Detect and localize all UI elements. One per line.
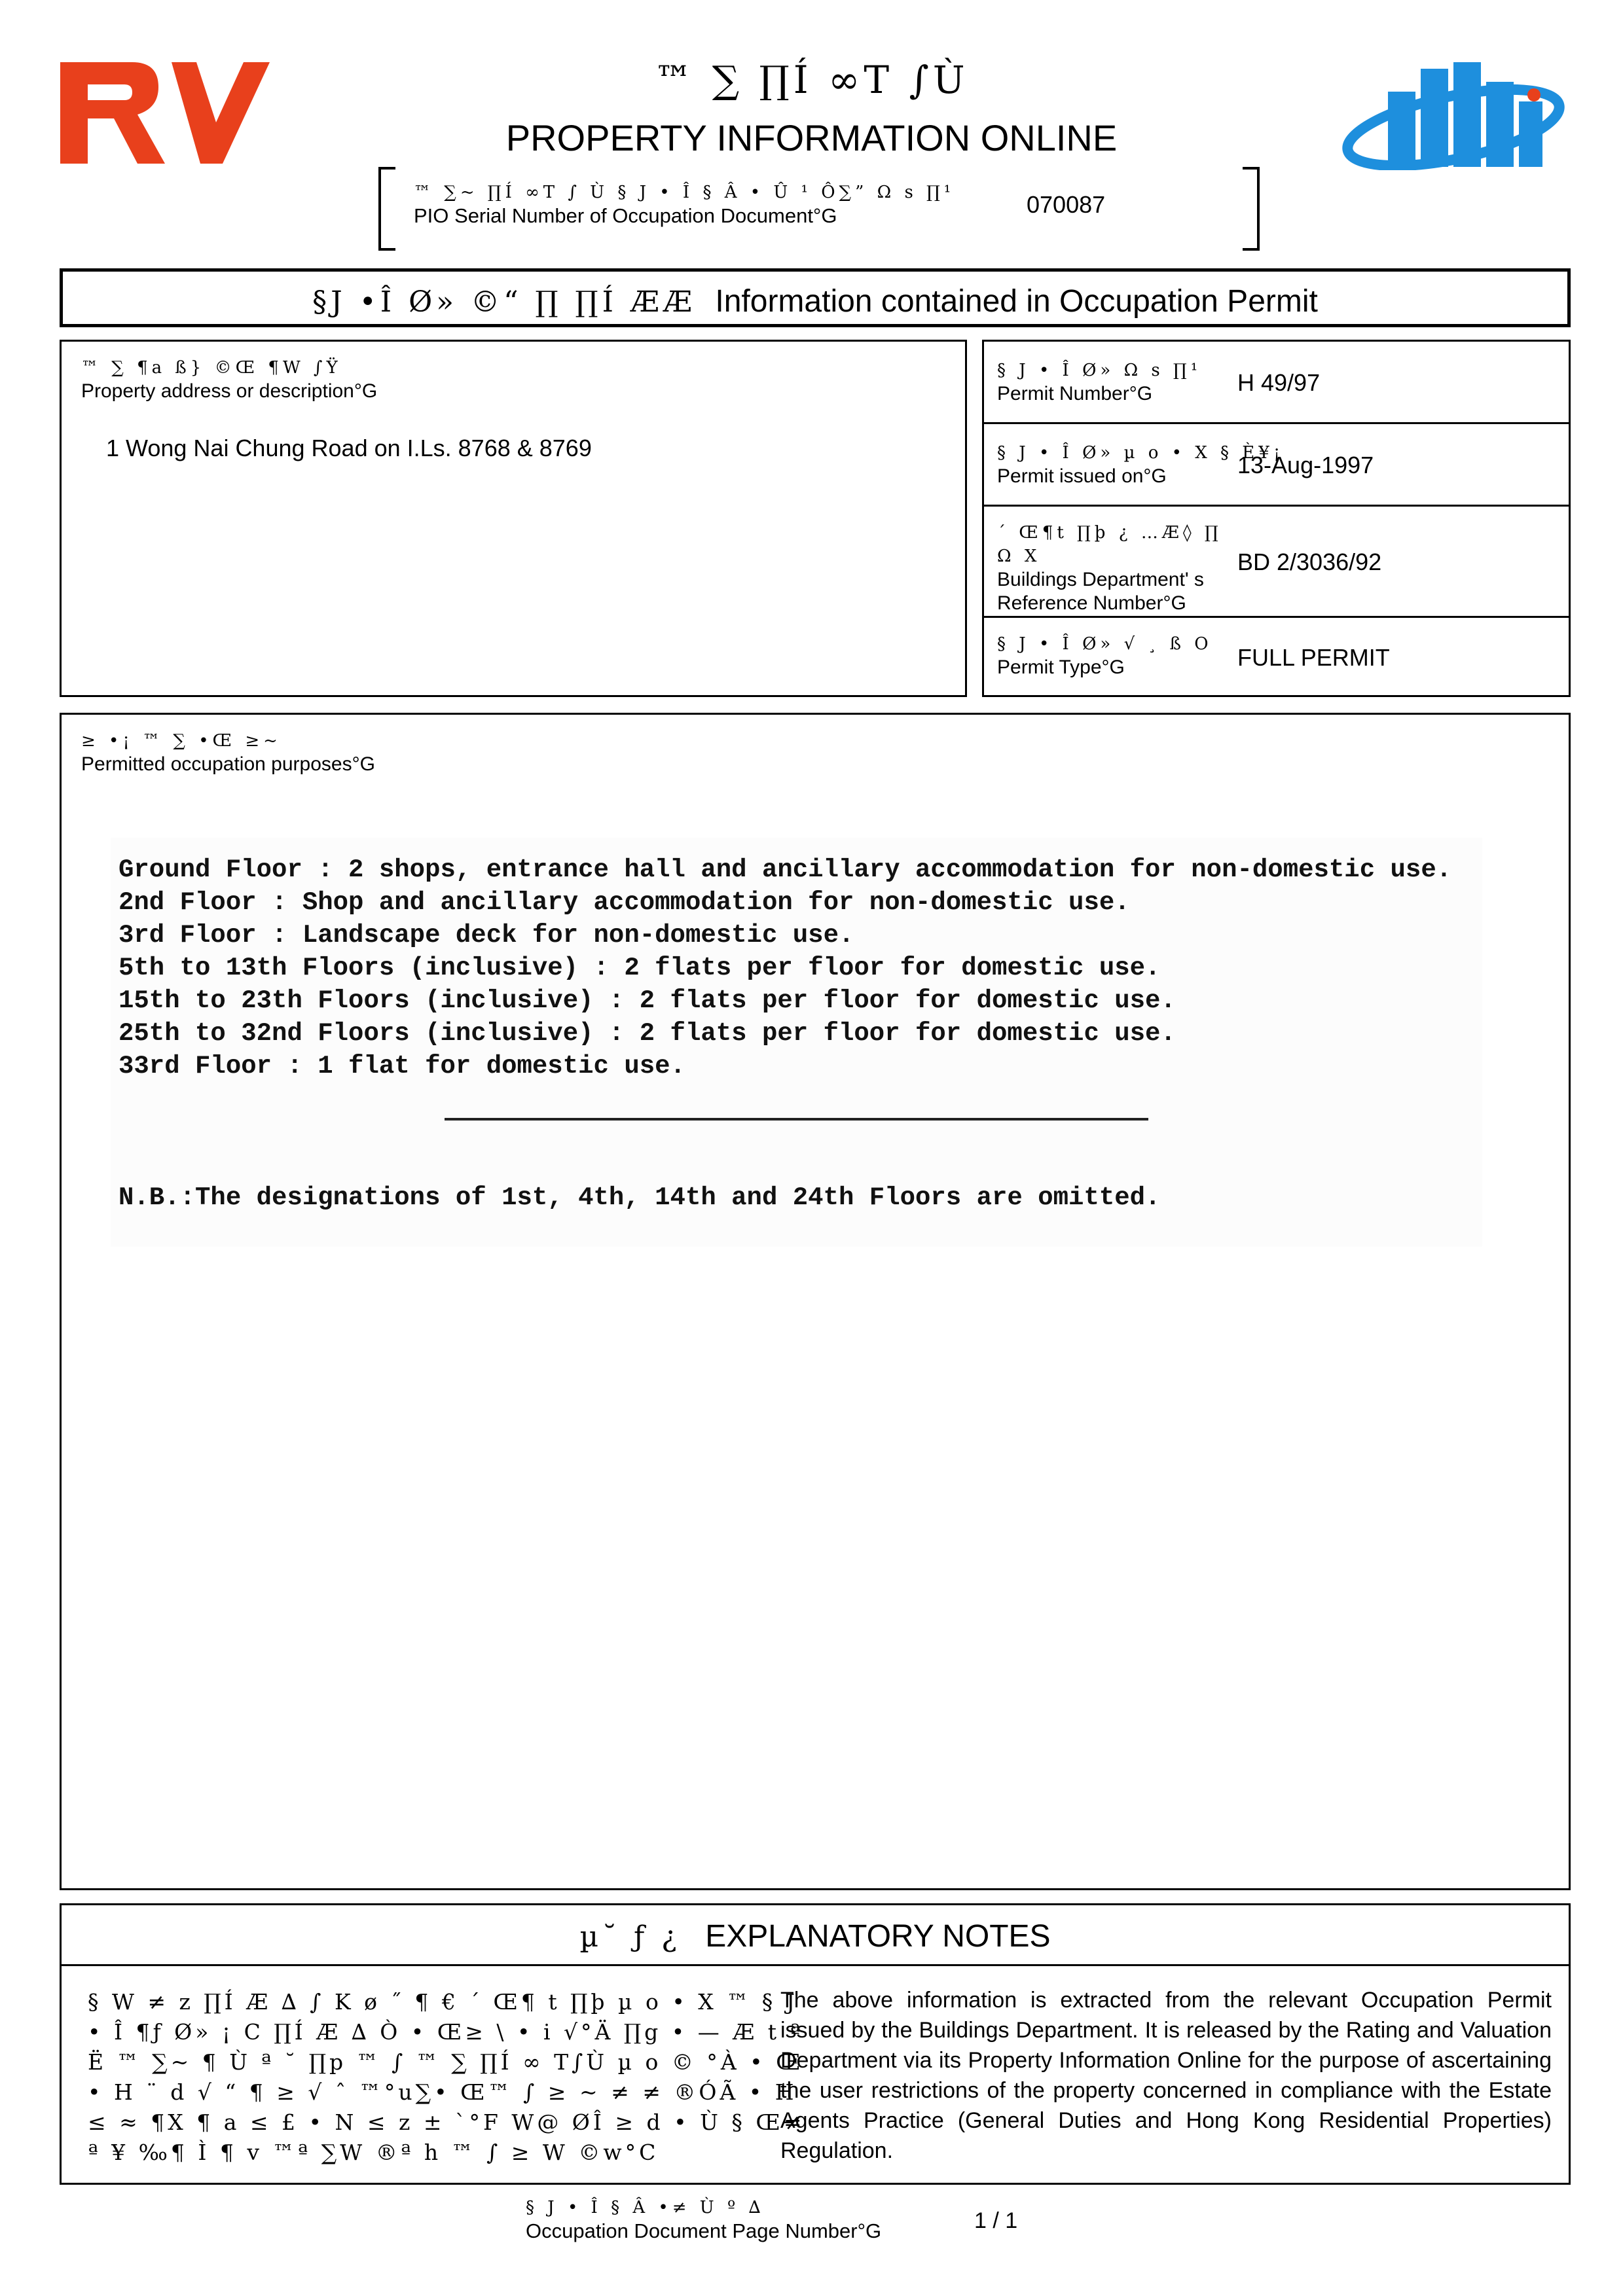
notes-title-row <box>62 1905 1569 1966</box>
notes-english-text: The above information is extracted from the relevant Occupation Permit issued by the Buildings Department. It is released by the Rating and Valuation Department via its Property Information Online for the purpose of ascertaining the user restrictions of the property concerned in compliance with the Estate Agents Practice (General Duties and Hong Kong Residential Properties) Regulation. <box>780 1988 1552 2163</box>
page-title: PROPERTY INFORMATION ONLINE <box>505 117 1118 158</box>
bd-reference-label <box>997 521 1233 615</box>
notes-garbled-text: § W ≠ z ∏Í Æ ∆ ∫ K ø ˝ ¶ € ´ Œ¶ t ∏þ µ o • X ™ § J • Î ¶ƒ Ø» ¡ C ∏Í Æ ∆ Ò • Œ≥ \ • i √°Ä ∏g • — Æ t ª Ë ™ ∑~ ¶ Ù ª ˘ ∏p ™ ∫ ™ ∑ ∏Í ∞ T∫Ù µ o © °À • Œ• H ¨ d √ “ ¶ ≥ √ ˆ ™°u∑• Œ™ ∫ ≥ ~ ≠ ≠ ®ÓÃ • H ≤ ≈ ¶X ¶ a ≤ £ • N ≤ z ± `°F W@ ØÎ ≥ d • Ù § Œ≠ ª ¥ ‰¶ Ì ¶ v ™ª ∑W ®ª h ™ ∫ ≥ W ©w°C <box>88 1989 805 2165</box>
occupation-line: 25th to 32nd Floors (inclusive) : 2 flats per floor for domestic use. <box>119 1019 1176 1048</box>
permit-issued-value: 13-Aug-1997 <box>1237 452 1374 478</box>
serial-bracket-right <box>1243 167 1260 251</box>
notes-title-garbled: µ˘ ƒ ¿ <box>579 1920 681 1954</box>
notes-title-text: EXPLANATORY NOTES <box>705 1919 1051 1954</box>
occupation-label <box>81 729 375 776</box>
occupation-line: 15th to 23th Floors (inclusive) : 2 flats per floor for domestic use. <box>119 986 1176 1015</box>
permit-row <box>984 618 1569 695</box>
separator-rule <box>445 1118 1148 1121</box>
permit-type-value: FULL PERMIT <box>1237 644 1390 671</box>
notes-title <box>62 1918 1569 1954</box>
permit-type-label <box>997 632 1213 679</box>
section-title-text: Information contained in Occupation Permit <box>715 284 1318 319</box>
permit-number-label <box>997 359 1201 406</box>
footer-page-label <box>526 2196 881 2243</box>
serial-label-text: PIO Serial Number of Occupation Document°G <box>414 204 837 227</box>
occupation-scan <box>111 838 1482 1247</box>
bd-reference-label-text: Buildings Department' s Reference Number°G <box>997 569 1204 614</box>
occupation-label-text: Permitted occupation purposes°G <box>81 753 375 775</box>
permit-type-label-garbled: § J • Î Ø» √ ¸ ß O <box>997 634 1213 654</box>
section-title <box>63 283 1567 319</box>
permit-type-label-text: Permit Type°G <box>997 656 1125 678</box>
property-label-text: Property address or description°G <box>81 380 378 402</box>
permit-row <box>984 507 1569 618</box>
page-number: 1 / 1 <box>974 2208 1018 2233</box>
serial-bracket-left <box>378 167 395 251</box>
section-title-garbled: §J •Î Ø» ©“ ∏ ∏Í ÆÆ <box>312 285 697 319</box>
serial-label-garbled: ™ ∑~ ∏Í ∞T ∫ Ù § J • Î § Â • Û ¹ Ô∑” Ω s ∏¹ <box>414 183 955 202</box>
serial-number: 070087 <box>1027 191 1106 218</box>
permit-number-value: H 49/97 <box>1237 369 1321 396</box>
permit-row <box>984 424 1569 507</box>
property-box <box>60 340 967 697</box>
footer-page-label-garbled: § J • Î § Â •≠ Ù º ∆ <box>526 2198 765 2217</box>
occupation-note: N.B.:The designations of 1st, 4th, 14th and 24th Floors are omitted. <box>119 1183 1161 1212</box>
occupation-label-garbled: ≥ •¡ ™ ∑ •Œ ≥~ <box>81 731 282 751</box>
permit-issued-label-garbled: § J • Î Ø» µ o • X § È¥¡ <box>997 443 1285 463</box>
permit-number-label-text: Permit Number°G <box>997 383 1153 404</box>
permit-number-label-garbled: § J • Î Ø» Ω s ∏¹ <box>997 361 1202 380</box>
property-label <box>81 356 377 403</box>
header-title-garbled: ™ ∑ ∏Í ∞T ∫Ù <box>654 58 969 102</box>
occupation-line: 3rd Floor : Landscape deck for non-domestic use. <box>119 921 854 950</box>
property-label-garbled: ™ ∑ ¶a ß} ©Œ ¶W ∫Ÿ <box>81 358 342 378</box>
section-title-bar <box>60 268 1571 327</box>
occupation-box <box>60 713 1571 1890</box>
permit-details-box <box>982 340 1571 697</box>
occupation-line: 33rd Floor : 1 flat for domestic use. <box>119 1052 685 1081</box>
serial-label <box>414 181 955 228</box>
notes-box <box>60 1903 1571 2185</box>
property-address: 1 Wong Nai Chung Road on I.Ls. 8768 & 8769 <box>106 435 592 461</box>
bd-reference-value: BD 2/3036/92 <box>1237 548 1382 575</box>
occupation-line: 5th to 13th Floors (inclusive) : 2 flats per floor for domestic use. <box>119 954 1161 982</box>
permit-issued-label-text: Permit issued on°G <box>997 465 1167 487</box>
occupation-line: Ground Floor : 2 shops, entrance hall and ancillary accommodation for non-domestic use. <box>119 855 1452 884</box>
permit-row <box>984 342 1569 424</box>
footer-page-label-text: Occupation Document Page Number°G <box>526 2219 882 2242</box>
occupation-line: 2nd Floor : Shop and ancillary accommodation for non-domestic use. <box>119 888 1130 917</box>
bd-reference-label-garbled: ´ Œ¶t ∏þ ¿ …Æ◊ ∏ Ω X <box>997 523 1222 566</box>
